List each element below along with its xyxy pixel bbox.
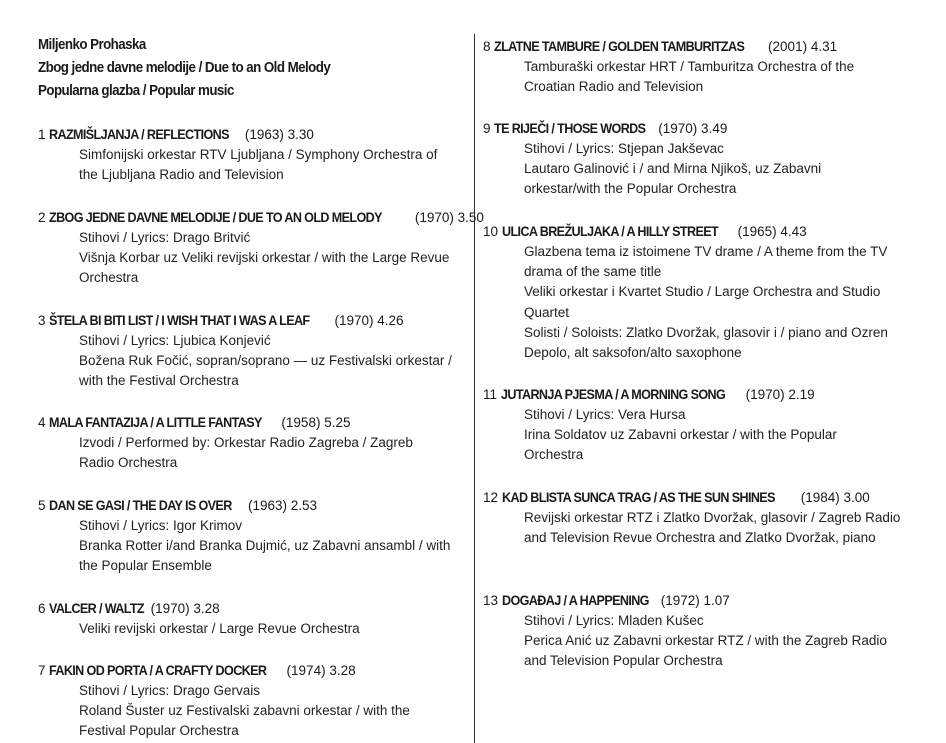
track-credits — [79, 681, 455, 742]
credit-line: Stihovi / Lyrics: Mladen Kušec — [524, 613, 704, 628]
credit-line: Perica Anić uz Zabavni orkestar RTZ / with the Zagreb Radio and Television Popular Orchestra — [524, 633, 887, 669]
track-credits — [79, 433, 415, 473]
track-number: 6 — [38, 601, 50, 616]
track-number: 3 — [38, 313, 50, 328]
credit-line: Solisti / Soloists: Zlatko Dvoržak, glasovir i / piano and Ozren Depolo, alt saksofon/alto saxophone — [524, 324, 888, 361]
credit-line: Stihovi / Lyrics: Ljubica Konjević — [79, 333, 271, 348]
track-credits — [524, 405, 880, 466]
credit-line: Veliki revijski orkestar / Large Revue Orchestra — [79, 621, 360, 636]
credit-line: Božena Ruk Fočić, sopran/soprano — uz Festivalski orkestar / with the Festival Orchestra — [79, 353, 452, 389]
track-item — [38, 412, 415, 473]
track-heading — [483, 487, 906, 508]
track-heading — [38, 310, 469, 331]
track-credits — [524, 611, 912, 672]
track-year-duration: (1970) 4.26 — [330, 313, 404, 328]
credit-line: Stihovi / Lyrics: Vera Hursa — [524, 407, 686, 422]
track-heading — [38, 124, 455, 145]
credit-line: Stihovi / Lyrics: Drago Britvić — [79, 230, 251, 245]
column-divider — [474, 34, 475, 743]
track-year-duration: (1970) 3.50 — [411, 210, 484, 225]
track-title: FAKIN OD PORTA / A CRAFTY DOCKER — [49, 662, 267, 678]
credit-line: Lautaro Galinović i / and Mirna Njikoš, uz Zabavni orkestar/with the Popular Orchestra — [524, 161, 822, 197]
track-year-duration: (1963) 2.53 — [244, 498, 318, 513]
track-heading — [483, 221, 914, 242]
track-credits — [79, 619, 455, 639]
track-credits — [79, 145, 455, 185]
track-title: VALCER / WALTZ — [49, 600, 145, 616]
credit-line: Veliki orkestar i Kvartet Studio / Large Orchestra and Studio Quartet — [524, 284, 881, 320]
track-credits — [79, 228, 469, 289]
track-number: 4 — [38, 415, 50, 430]
track-item — [38, 598, 455, 639]
track-item — [483, 384, 880, 466]
track-heading — [38, 660, 455, 681]
credit-line: Irina Soldatov uz Zabavni orkestar / with the Popular Orchestra — [524, 427, 837, 463]
track-credits — [524, 57, 879, 97]
track-number: 5 — [38, 498, 50, 513]
track-heading — [38, 412, 415, 433]
track-number: 11 — [483, 387, 501, 402]
track-heading — [38, 598, 455, 619]
track-year-duration: (1984) 3.00 — [796, 490, 870, 505]
track-number: 13 — [483, 593, 502, 608]
composer-name: Miljenko Prohaska — [38, 37, 146, 53]
track-year-duration: (1963) 3.30 — [241, 127, 314, 142]
track-credits — [79, 331, 469, 392]
track-credits — [79, 516, 455, 577]
track-title: MALA FANTAZIJA / A LITTLE FANTASY — [49, 414, 263, 430]
track-title: ZLATNE TAMBURE / GOLDEN TAMBURITZAS — [494, 38, 745, 54]
credit-line: Branka Rotter i/and Branka Dujmić, uz Zabavni ansambl / with the Popular Ensemble — [79, 538, 451, 574]
track-item — [38, 124, 455, 185]
track-title: ZBOG JEDNE DAVNE MELODIJE / DUE TO AN OLD MELODY — [49, 209, 383, 225]
credit-line: Roland Šuster uz Festivalski zabavni orkestar / with the Festival Popular Orchestra — [79, 703, 410, 739]
credit-line: Revijski orkestar RTZ i Zlatko Dvoržak, glasovir / Zagreb Radio and Television Revue Orchestra and Zlatko Dvoržak, piano — [524, 510, 901, 546]
credit-line: Stihovi / Lyrics: Stjepan Jakševac — [524, 141, 724, 156]
track-number: 1 — [38, 127, 50, 142]
track-item — [38, 310, 469, 392]
track-item — [483, 118, 876, 200]
credit-line: Simfonijski orkestar RTV Ljubljana / Symphony Orchestra of the Ljubljana Radio and Television — [79, 147, 438, 183]
track-year-duration: (1972) 1.07 — [656, 593, 730, 608]
track-heading — [483, 118, 876, 139]
track-title: DOGAĐAJ / A HAPPENING — [501, 592, 649, 608]
track-title: KAD BLISTA SUNCA TRAG / AS THE SUN SHINES — [501, 489, 775, 505]
track-year-duration: (1970) 3.28 — [146, 601, 220, 616]
track-year-duration: (1970) 3.49 — [654, 121, 728, 136]
track-item — [483, 590, 912, 672]
album-header — [38, 34, 356, 103]
track-item — [483, 487, 906, 548]
track-heading — [483, 384, 880, 405]
track-heading — [38, 495, 455, 516]
track-year-duration: (1958) 5.25 — [277, 415, 351, 430]
track-credits — [524, 139, 876, 200]
track-year-duration: (2001) 4.31 — [764, 39, 838, 54]
track-title: ULICA BREŽULJAKA / A HILLY STREET — [501, 223, 718, 239]
track-heading — [38, 207, 484, 228]
credit-line: Glazbena tema iz istoimene TV drame / A theme from the TV drama of the same title — [524, 244, 888, 280]
album-genre: Popularna glazba / Popular music — [38, 83, 234, 99]
track-year-duration: (1965) 4.43 — [733, 224, 807, 239]
credit-line: Stihovi / Lyrics: Igor Krimov — [79, 518, 243, 533]
track-item — [38, 660, 455, 742]
track-title: TE RIJEČI / THOSE WORDS — [494, 120, 646, 136]
track-number: 7 — [38, 663, 50, 678]
credit-line: Izvodi / Performed by: Orkestar Radio Zagreba / Zagreb Radio Orchestra — [79, 435, 413, 471]
track-heading — [483, 590, 912, 611]
track-title: JUTARNJA PJESMA / A MORNING SONG — [500, 386, 725, 402]
track-number: 2 — [38, 210, 50, 225]
track-year-duration: (1970) 2.19 — [741, 387, 815, 402]
track-number: 8 — [483, 39, 495, 54]
track-year-duration: (1974) 3.28 — [282, 663, 356, 678]
track-title: DAN SE GASI / THE DAY IS OVER — [49, 497, 232, 513]
track-heading — [483, 36, 879, 57]
track-credits — [524, 242, 914, 363]
track-credits — [524, 508, 906, 548]
track-item — [483, 221, 914, 363]
track-item — [38, 207, 484, 289]
credit-line: Tamburaški orkestar HRT / Tamburitza Orchestra of the Croatian Radio and Television — [524, 59, 855, 95]
track-number: 9 — [483, 121, 495, 136]
track-item — [483, 36, 879, 97]
track-number: 12 — [483, 490, 502, 505]
album-title: Zbog jedne davne melodije / Due to an Old Melody — [38, 60, 331, 76]
credit-line: Stihovi / Lyrics: Drago Gervais — [79, 683, 261, 698]
track-title: ŠTELA BI BITI LIST / I WISH THAT I WAS A LEAF — [49, 312, 310, 328]
track-title: RAZMIŠLJANJA / REFLECTIONS — [49, 126, 230, 142]
track-number: 10 — [483, 224, 502, 239]
track-item — [38, 495, 455, 577]
credit-line: Višnja Korbar uz Veliki revijski orkestar / with the Large Revue Orchestra — [79, 250, 450, 286]
